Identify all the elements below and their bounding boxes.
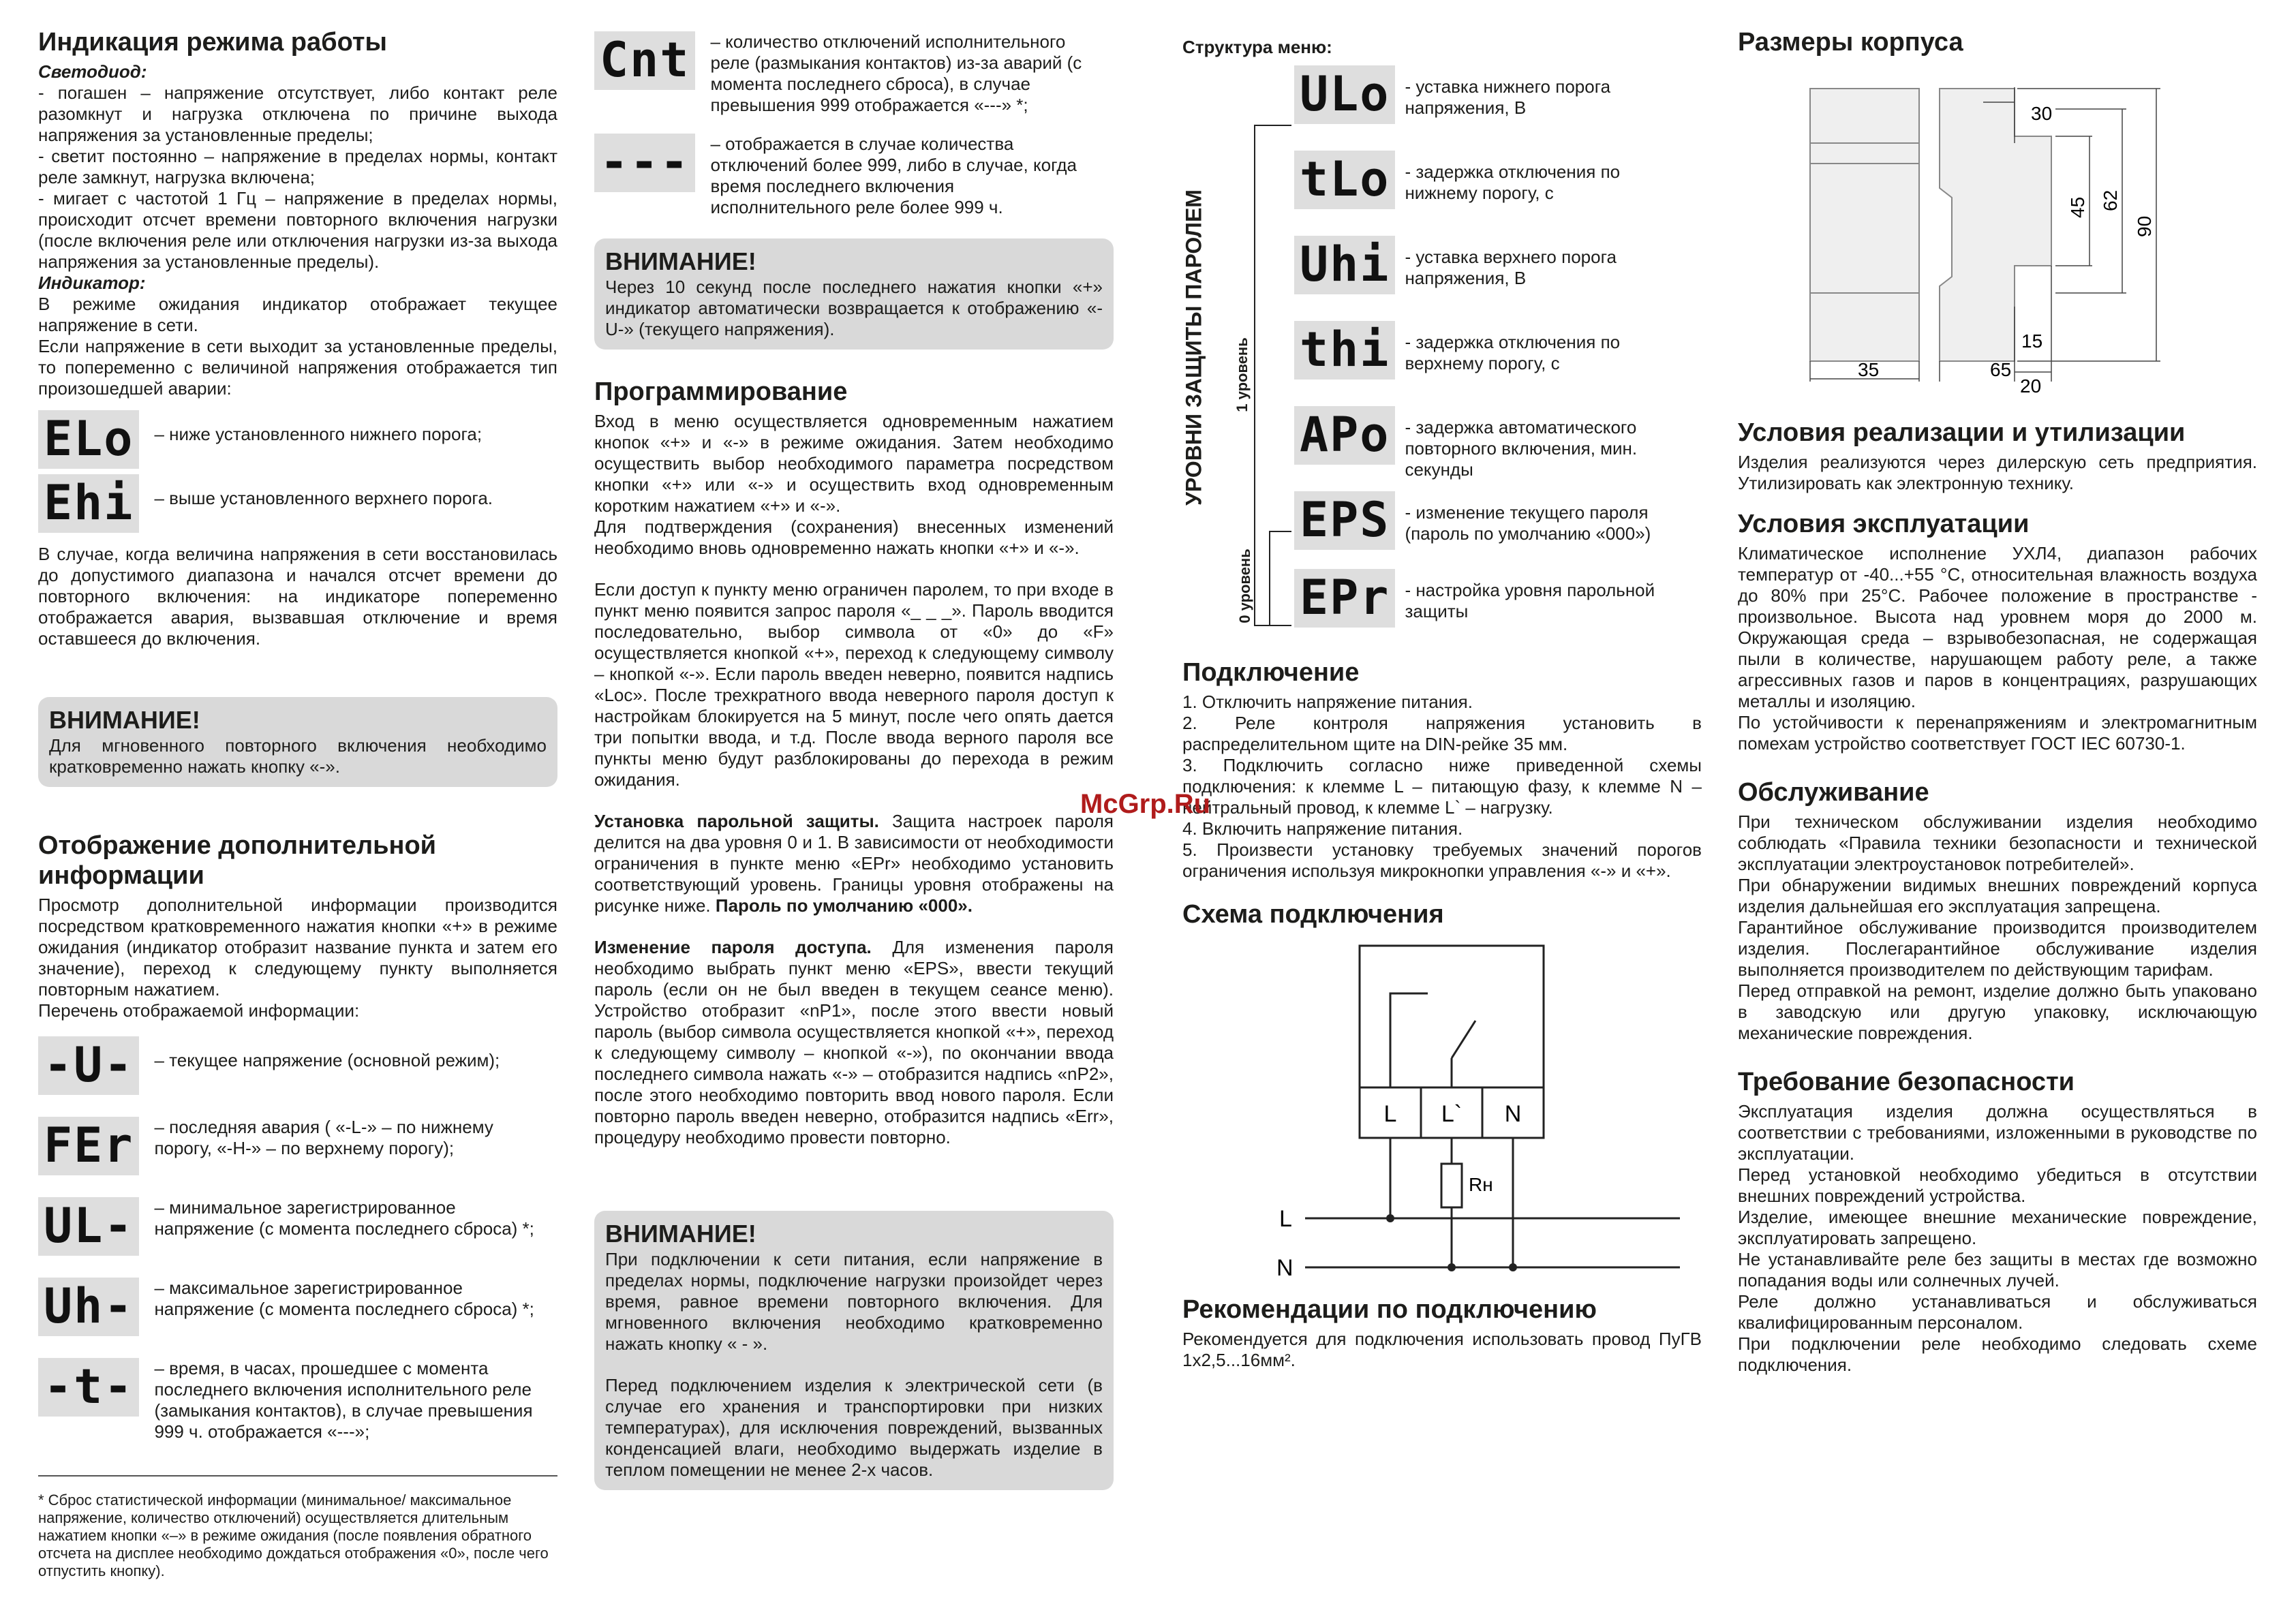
indicator-label: Индикатор: <box>38 273 146 293</box>
warning-text-2: Перед подключением изделия к электрической сети (в случае его хранения и транспортировки при низких температурах), для исключения повреждений, вызванных конденсацией влаги, необходимо выдержать изделие в теплом помещении не менее 2-х часов. <box>605 1375 1103 1480</box>
dim-90: 90 <box>2134 215 2155 237</box>
info-desc: – текущее напряжение (основной режим); <box>154 1050 500 1070</box>
warning-title: ВНИМАНИЕ! <box>605 1220 756 1248</box>
warning-box-2 <box>594 238 1114 350</box>
dim-45: 45 <box>2067 196 2088 218</box>
level-1-number: 1 <box>1234 403 1251 412</box>
extra-info-title: Отображение дополнительной информации <box>38 831 437 890</box>
terminal-l: L <box>1383 1101 1397 1127</box>
code-row <box>38 410 557 469</box>
connection-title: Подключение <box>1182 658 1360 687</box>
display-thi: thi <box>1294 321 1395 380</box>
display-tlo: tLo <box>1294 151 1395 209</box>
display-cnt: Cnt <box>594 31 695 90</box>
menu-desc: - уставка нижнего порога напряжения, В <box>1405 76 1611 118</box>
menu-item <box>1294 321 1657 380</box>
menu-item <box>1294 569 1657 628</box>
programming-title: Программирование <box>594 377 848 406</box>
password-setup-lead: Установка парольной защиты. <box>594 811 879 831</box>
menu-desc: - уставка верхнего порога напряжения, В <box>1405 247 1617 288</box>
util-title: Условия реализации и утилизации <box>1738 418 2186 447</box>
dim-30: 30 <box>2031 103 2053 124</box>
level-0-wrap <box>1225 545 1266 627</box>
dim-35: 35 <box>1858 359 1880 380</box>
info-desc: – время, в часах, прошедшее с момента последнего включения исполнительного реле (замыкания контактов), в случае превышения 999 ч. отображается «---»; <box>154 1358 533 1442</box>
column-2 <box>594 27 1114 1490</box>
level-0-number: 0 <box>1236 615 1253 623</box>
menu-structure-title: Структура меню: <box>1182 37 1332 57</box>
led-label: Светодиод: <box>38 61 147 82</box>
password-setup <box>594 811 1114 916</box>
util-text: Изделия реализуются через дилерскую сеть предприятия. Утилизировать как электронную технику. <box>1738 452 2257 493</box>
display-u: -U- <box>38 1036 139 1095</box>
level-0-word: уровень <box>1236 548 1253 611</box>
programming-text-1: Вход в меню осуществляется одновременным нажатием кнопок «+» и «-» в режиме ожидания. Затем необходимо осуществить выбор необходимого параметра посредством кнопки «+» или «-» и осуществить вход одновременным коротким нажатием «+» и «-». Для подтверждения (сохранения) внесенных изменений необходимо вновь одновременно нажать кнопки «+» и «-». <box>594 411 1114 558</box>
info-desc: – минимальное зарегистрированное напряжение (с момента последнего сброса) *; <box>154 1197 534 1239</box>
display-elo: ELo <box>38 410 139 469</box>
column-1 <box>38 27 557 1580</box>
terminal-l-prime: L` <box>1441 1101 1463 1127</box>
menu-item <box>1294 65 1657 124</box>
menu-item <box>1294 491 1657 550</box>
display-ehi: Ehi <box>38 474 139 533</box>
warning-text: Для мгновенного повторного включения необходимо кратковременно нажать кнопку «-». <box>49 735 547 777</box>
code-row <box>594 31 1114 116</box>
dimensions-drawing <box>1724 61 2244 397</box>
info-row <box>38 1036 557 1095</box>
display-uhi: Uhi <box>1294 236 1395 294</box>
password-change-lead: Изменение пароля доступа. <box>594 937 872 957</box>
display-eps: EPS <box>1294 491 1395 550</box>
recommendation-title: Рекомендации по подключению <box>1182 1295 1597 1324</box>
password-change <box>594 937 1114 1148</box>
line-n: N <box>1276 1255 1294 1281</box>
code-desc: – отображается в случае количества отключений более 999, либо в случае, когда время последнего включения исполнительного реле более 999 ч. <box>710 134 1077 217</box>
line-l: L <box>1279 1206 1292 1232</box>
dim-20: 20 <box>2020 375 2042 397</box>
warning-title: ВНИМАНИЕ! <box>49 706 200 734</box>
menu-desc: - изменение текущего пароля (пароль по умолчанию «000») <box>1405 502 1651 544</box>
level-1-label <box>1234 337 1251 412</box>
level-0-label <box>1236 548 1254 623</box>
info-desc: – максимальное зарегистрированное напряжение (с момента последнего сброса) *; <box>154 1278 534 1319</box>
extra-info-text: Просмотр дополнительной информации производится посредством кратковременного нажатия кнопки «+» в режиме ожидания (индикатор отобразит название пункта и затем его значение), переход к следующему пункту выполняется повторным нажатием. Перечень отображаемой информации: <box>38 895 557 1021</box>
menu-desc: - задержка автоматического повторного включения, мин. секунды <box>1405 417 1638 480</box>
load-label: Rн <box>1469 1174 1493 1195</box>
level-1-word: уровень <box>1234 337 1251 400</box>
led-text: - погашен – напряжение отсутствует, либо контакт реле разомкнут и нагрузка отключена по причине выхода напряжения за установленные пределы; - светит постоянно – напряжение в пределах нормы, контакт реле замкнут, нагрузка включена; - мигает с частотой 1 Гц – напряжение в пределах нормы, происходит отсчет времени повторного включения нагрузки (после включения реле или отключения нагрузки из-за выхода напряжения за установленные пределы). <box>38 82 557 272</box>
menu-item <box>1294 151 1657 209</box>
connection-text: 1. Отключить напряжение питания. 2. Реле контроля напряжения установить в распределительном щите на DIN-рейке 35 мм. 3. Подключить согласно ниже приведенной схемы подключения: к клемме L – питающую фазу, к клемме N – нейтральный провод, к клемме L` – нагрузку. 4. Включить напряжение питания. 5. Произвести установку требуемых значений порогов ограничения используя микрокнопки управления «-» и «+». <box>1182 692 1702 881</box>
safety-text: Эксплуатация изделия должна осуществляться в соответствии с требованиями, изложенными в руководстве по эксплуатации. Перед установкой необходимо убедиться в отсутствии внешних повреждений устройства. Изделие, имеющее внешние механические повреждение, эксплуатировать запрещено. Не устанавливайте реле без защиты в местах где возможно попадания воды или солнечных лучей. Реле должно устанавливаться и обслуживаться квалифицированным персоналом. При подключении реле необходимо следовать схеме подключения. <box>1738 1101 2257 1375</box>
password-change-text: Для изменения пароля необходимо выбрать пункт меню «EPS», ввести текущий пароль (если он не был введен в текущем сеансе меню). Устройство отобразит «nP1», после этого ввести новый пароль (выбор символа осуществляется кнопкой «+», переход к следующему символу – кнопкой «-»), по окончании ввода последнего символа нажать «-» – отобразится надпись «nP2», после этого необходимо повторить ввод нового пароля. Если повторно пароль введен неверно, отобразится надпись «Err», процедуру необходимо провести повторно. <box>594 937 1114 1147</box>
display-ul: UL- <box>38 1197 139 1256</box>
programming-text-2: Если доступ к пункту меню ограничен паролем, то при входе в пункт меню появится запрос пароля «_ _ _». Пароль вводится последовательно, выбор символа от «0» до «F» осуществляется кнопкой «+», переход к следующему символу – кнопкой «-». Если пароль введен неверно, появится надпись «Loc». После трехкратного ввода неверного пароля доступ к настройкам блокируется на 5 минут, после чего опять дается три попытки ввода, и т.д. После ввода верного пароля все пункты меню будут разблокированы до перехода в режим ожидания. <box>594 579 1114 790</box>
menu-item <box>1294 406 1657 480</box>
code-desc: – ниже установленного нижнего порога; <box>154 424 483 444</box>
terminal-n: N <box>1504 1101 1522 1127</box>
protection-levels-label: УРОВНИ ЗАЩИТЫ ПАРОЛЕМ <box>1181 189 1206 506</box>
display-uh: Uh- <box>38 1278 139 1336</box>
password-setup-text: Защита настроек пароля делится на два уровня 0 и 1. В зависимости от необходимости ограничения в пункте меню «EPr» необходимо установить соответствующий уровень. Границы уровня отображены на рисунке ниже. <box>594 811 1114 916</box>
indicator-text: В режиме ожидания индикатор отображает текущее напряжение в сети. Если напряжение в сети выходит за установленные пределы, то попеременно с величиной напряжения отображается тип произошедшей аварии: <box>38 294 557 399</box>
warning-text: Через 10 секунд после последнего нажатия кнопки «+» индикатор автоматически возвращается к отображению «-U-» (текущего напряжения). <box>605 277 1103 339</box>
operation-title: Условия эксплуатации <box>1738 510 2030 538</box>
info-desc: – последняя авария ( «-L-» – по нижнему порогу, «-H-» – по верхнему порогу); <box>154 1117 493 1158</box>
dimensions-title: Размеры корпуса <box>1738 28 1963 57</box>
display-ulo: ULo <box>1294 65 1395 124</box>
info-row <box>38 1117 557 1175</box>
warning-box-1 <box>38 697 557 787</box>
scheme-title: Схема подключения <box>1182 900 1444 929</box>
wiring-diagram <box>1251 939 1687 1293</box>
warning-title: ВНИМАНИЕ! <box>605 247 756 275</box>
dim-65: 65 <box>1990 359 2012 380</box>
info-row <box>38 1197 557 1256</box>
password-default: Пароль по умолчанию «000». <box>715 895 973 916</box>
watermark: McGrp.Ru <box>1080 789 1211 819</box>
menu-item <box>1294 236 1657 294</box>
operation-text: Климатическое исполнение УХЛ4, диапазон рабочих температур от -40...+55 °С, относительная влажность воздуха до 80% при 25°С. Рабочее положение в пространстве - произвольное. Высота над уровнем моря до 2000 м. Окружающая среда – взрывобезопасная, не содержащая пыли в количестве, нарушающем работу реле, а также агрессивных газов и паров в концентрациях, разрушающих металлы и изоляцию. По устойчивости к перенапряжениям и электромагнитным помехам устройство соответствует ГОСТ IEC 60730-1. <box>1738 543 2257 754</box>
protection-levels-label-wrap <box>1177 157 1211 538</box>
display-apo: APo <box>1294 406 1395 465</box>
mode-title: Индикация режима работы <box>38 28 387 57</box>
code-row <box>594 134 1114 218</box>
info-row <box>38 1358 557 1442</box>
safety-title: Требование безопасности <box>1738 1068 2075 1096</box>
footnote: * Сброс статистической информации (минимальное/ максимальное напряжение, количество отключений) осуществляется длительным нажатием кнопки «–» в режиме ожидания (после появления обратного отсчета на дисплее необходимо дождаться отображения «0», после чего отпустить кнопку). <box>38 1475 557 1580</box>
connection-section <box>1182 658 1702 882</box>
recommendation-text: Рекомендуется для подключения использовать провод ПуГВ 1х2,5...16мм². <box>1182 1329 1702 1370</box>
menu-desc: - задержка отключения по нижнему порогу, с <box>1405 161 1621 203</box>
menu-desc: - настройка уровня парольной защиты <box>1405 580 1655 621</box>
recommendation-section <box>1182 1295 1702 1371</box>
scheme-section <box>1182 899 1702 1297</box>
service-text: При техническом обслуживании изделия необходимо соблюдать «Правила техники безопасности и технической эксплуатации электроустановок потребителей». При обнаружении видимых внешних повреждений корпуса изделия дальнейшая его эксплуатация запрещена. Гарантийное обслуживание производится производителем изделия. Послегарантийное обслуживание изделия выполняется производителем по действующим тарифам. Перед отправкой на ремонт, изделие должно быть упаковано в заводскую или другую упаковку, исключающую механические повреждения. <box>1738 812 2257 1043</box>
display-dashes: --- <box>594 134 695 192</box>
code-desc: – количество отключений исполнительного реле (размыкания контактов) из-за аварий (с момента последнего сброса), в случае превышения 999 отображается «---» *; <box>710 31 1082 115</box>
column-3 <box>1080 27 1702 1608</box>
info-row <box>38 1278 557 1336</box>
warning-box-3 <box>594 1211 1114 1490</box>
column-4 <box>1738 27 2257 1376</box>
recovery-text: В случае, когда величина напряжения в сети восстановилась до допустимого диапазона и начался отсчет времени до повторного включения: на индикаторе попеременно отображается авария, вызвавшая отключение и время оставшееся до включения. <box>38 544 557 649</box>
dim-62: 62 <box>2100 189 2121 211</box>
display-fer: FEr <box>38 1117 139 1175</box>
code-desc: – выше установленного верхнего порога. <box>154 488 493 508</box>
service-title: Обслуживание <box>1738 778 1929 807</box>
display-epr: EPr <box>1294 569 1395 628</box>
warning-text-1: При подключении к сети питания, если напряжение в пределах нормы, подключение нагрузки произойдет через время, равное времени повторного включения. Для мгновенного включения необходимо кратковременно нажать кнопку « - ». <box>605 1249 1103 1354</box>
dim-15: 15 <box>2021 330 2043 352</box>
level-1-wrap <box>1222 313 1263 436</box>
menu-desc: - задержка отключения по верхнему порогу, с <box>1405 332 1621 373</box>
display-t: -t- <box>38 1358 139 1417</box>
code-row <box>38 474 557 533</box>
